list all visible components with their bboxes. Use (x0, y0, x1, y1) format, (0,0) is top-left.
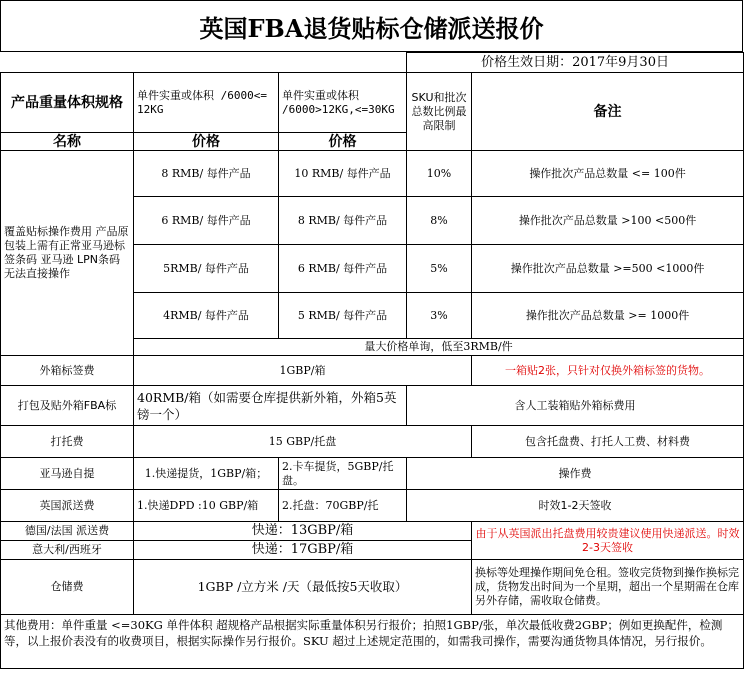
storage-name: 仓储费 (1, 560, 134, 615)
storage-note: 换标等处理操作期间免仓租。签收完货物到操作换标完成，货物发出时间为一个星期，超出一个星期需在仓库另外存储，需收取仓储费。 (472, 560, 744, 615)
amazon-pickup-name: 亚马逊自提 (1, 458, 134, 490)
uk-delivery-name: 英国派送费 (1, 490, 134, 522)
uk-delivery-opt1: 1.快递DPD :10 GBP/箱 (134, 490, 279, 522)
repack-name: 打包及贴外箱FBA标 (1, 386, 134, 426)
it-es-price: 快递：17GBP/箱 (134, 541, 472, 560)
price1-header: 价格 (134, 133, 279, 151)
it-es-name: 意大利/西班牙 (1, 541, 134, 560)
repack-note: 含人工装箱贴外箱标费用 (407, 386, 744, 426)
repack-price: 40RMB/箱（如需要仓库提供新外箱，外箱5英镑一个） (134, 386, 407, 426)
storage-price: 1GBP /立方米 /天（最低按5天收取） (134, 560, 472, 615)
tier4-price1: 4RMB/ 每件产品 (134, 293, 279, 339)
tier3-ratio: 5% (407, 245, 472, 293)
amazon-pickup-opt2: 2.卡车提货，5GBP/托盘。 (279, 458, 407, 490)
col1-spec: 单件实重或体积 /6000<= 12KG (134, 73, 279, 133)
tier1-price1: 8 RMB/ 每件产品 (134, 151, 279, 197)
tier3-price1: 5RMB/ 每件产品 (134, 245, 279, 293)
eu-delivery-note: 由于从英国派出托盘费用较贵建议使用快递派送。时效2-3天签收 (472, 522, 744, 560)
tier4-ratio: 3% (407, 293, 472, 339)
pallet-name: 打托费 (1, 426, 134, 458)
sheet-title: 英国FBA退货贴标仓储派送报价 (0, 0, 743, 52)
amazon-pickup-note: 操作费 (407, 458, 744, 490)
outer-label-name: 外箱标签费 (1, 356, 134, 386)
name-header: 名称 (1, 133, 134, 151)
min-price-note: 量大价格单询，低至3RMB/件 (134, 339, 744, 356)
tier1-note: 操作批次产品总数量 <= 100件 (472, 151, 744, 197)
tier3-note: 操作批次产品总数量 >=500 <1000件 (472, 245, 744, 293)
uk-delivery-opt2: 2.托盘：70GBP/托 (279, 490, 407, 522)
uk-delivery-note: 时效1-2天签收 (407, 490, 744, 522)
col2-spec: 单件实重或体积 /6000>12KG,<=30KG (279, 73, 407, 133)
tier2-ratio: 8% (407, 197, 472, 245)
label-service-name: 覆盖贴标操作费用 产品原包装上需有正常亚马逊标签条码 亚马逊 LPN条码无法直接操作 (1, 151, 134, 356)
price2-header: 价格 (279, 133, 407, 151)
tier4-note: 操作批次产品总数量 >= 1000件 (472, 293, 744, 339)
tier3-price2: 6 RMB/ 每件产品 (279, 245, 407, 293)
sku-ratio-header: SKU和批次总数比例最高限制 (407, 73, 472, 151)
pallet-price: 15 GBP/托盘 (134, 426, 472, 458)
tier1-ratio: 10% (407, 151, 472, 197)
spec-label: 产品重量体积规格 (1, 73, 134, 133)
outer-label-note: 一箱贴2张，只针对仅换外箱标签的货物。 (472, 356, 744, 386)
tier1-price2: 10 RMB/ 每件产品 (279, 151, 407, 197)
outer-label-price: 1GBP/箱 (134, 356, 472, 386)
blank-cell (1, 53, 407, 73)
tier2-price2: 8 RMB/ 每件产品 (279, 197, 407, 245)
remarks-header: 备注 (472, 73, 744, 151)
pallet-note: 包含托盘费、打托人工费、材料费 (472, 426, 744, 458)
other-fees-note: 其他费用：单件重量 <=30KG 单件体积 超规格产品根据实际重量体积另行报价；拍照1GBP/张，单次最低收费2GBP；例如更换配件，检测等，以上报价表没有的收费项目，根据实际操作另行报价。SKU 超过上述规定范围的，如需我司操作，需要沟通货物具体情况，另行报价。 (1, 615, 744, 669)
tier2-note: 操作批次产品总数量 >100 <500件 (472, 197, 744, 245)
tier2-price1: 6 RMB/ 每件产品 (134, 197, 279, 245)
amazon-pickup-opt1: 1.快递提货，1GBP/箱； (134, 458, 279, 490)
effective-date: 价格生效日期：2017年9月30日 (407, 53, 744, 73)
de-fr-price: 快递：13GBP/箱 (134, 522, 472, 541)
de-fr-name: 德国/法国 派送费 (1, 522, 134, 541)
price-table (0, 52, 744, 669)
tier4-price2: 5 RMB/ 每件产品 (279, 293, 407, 339)
